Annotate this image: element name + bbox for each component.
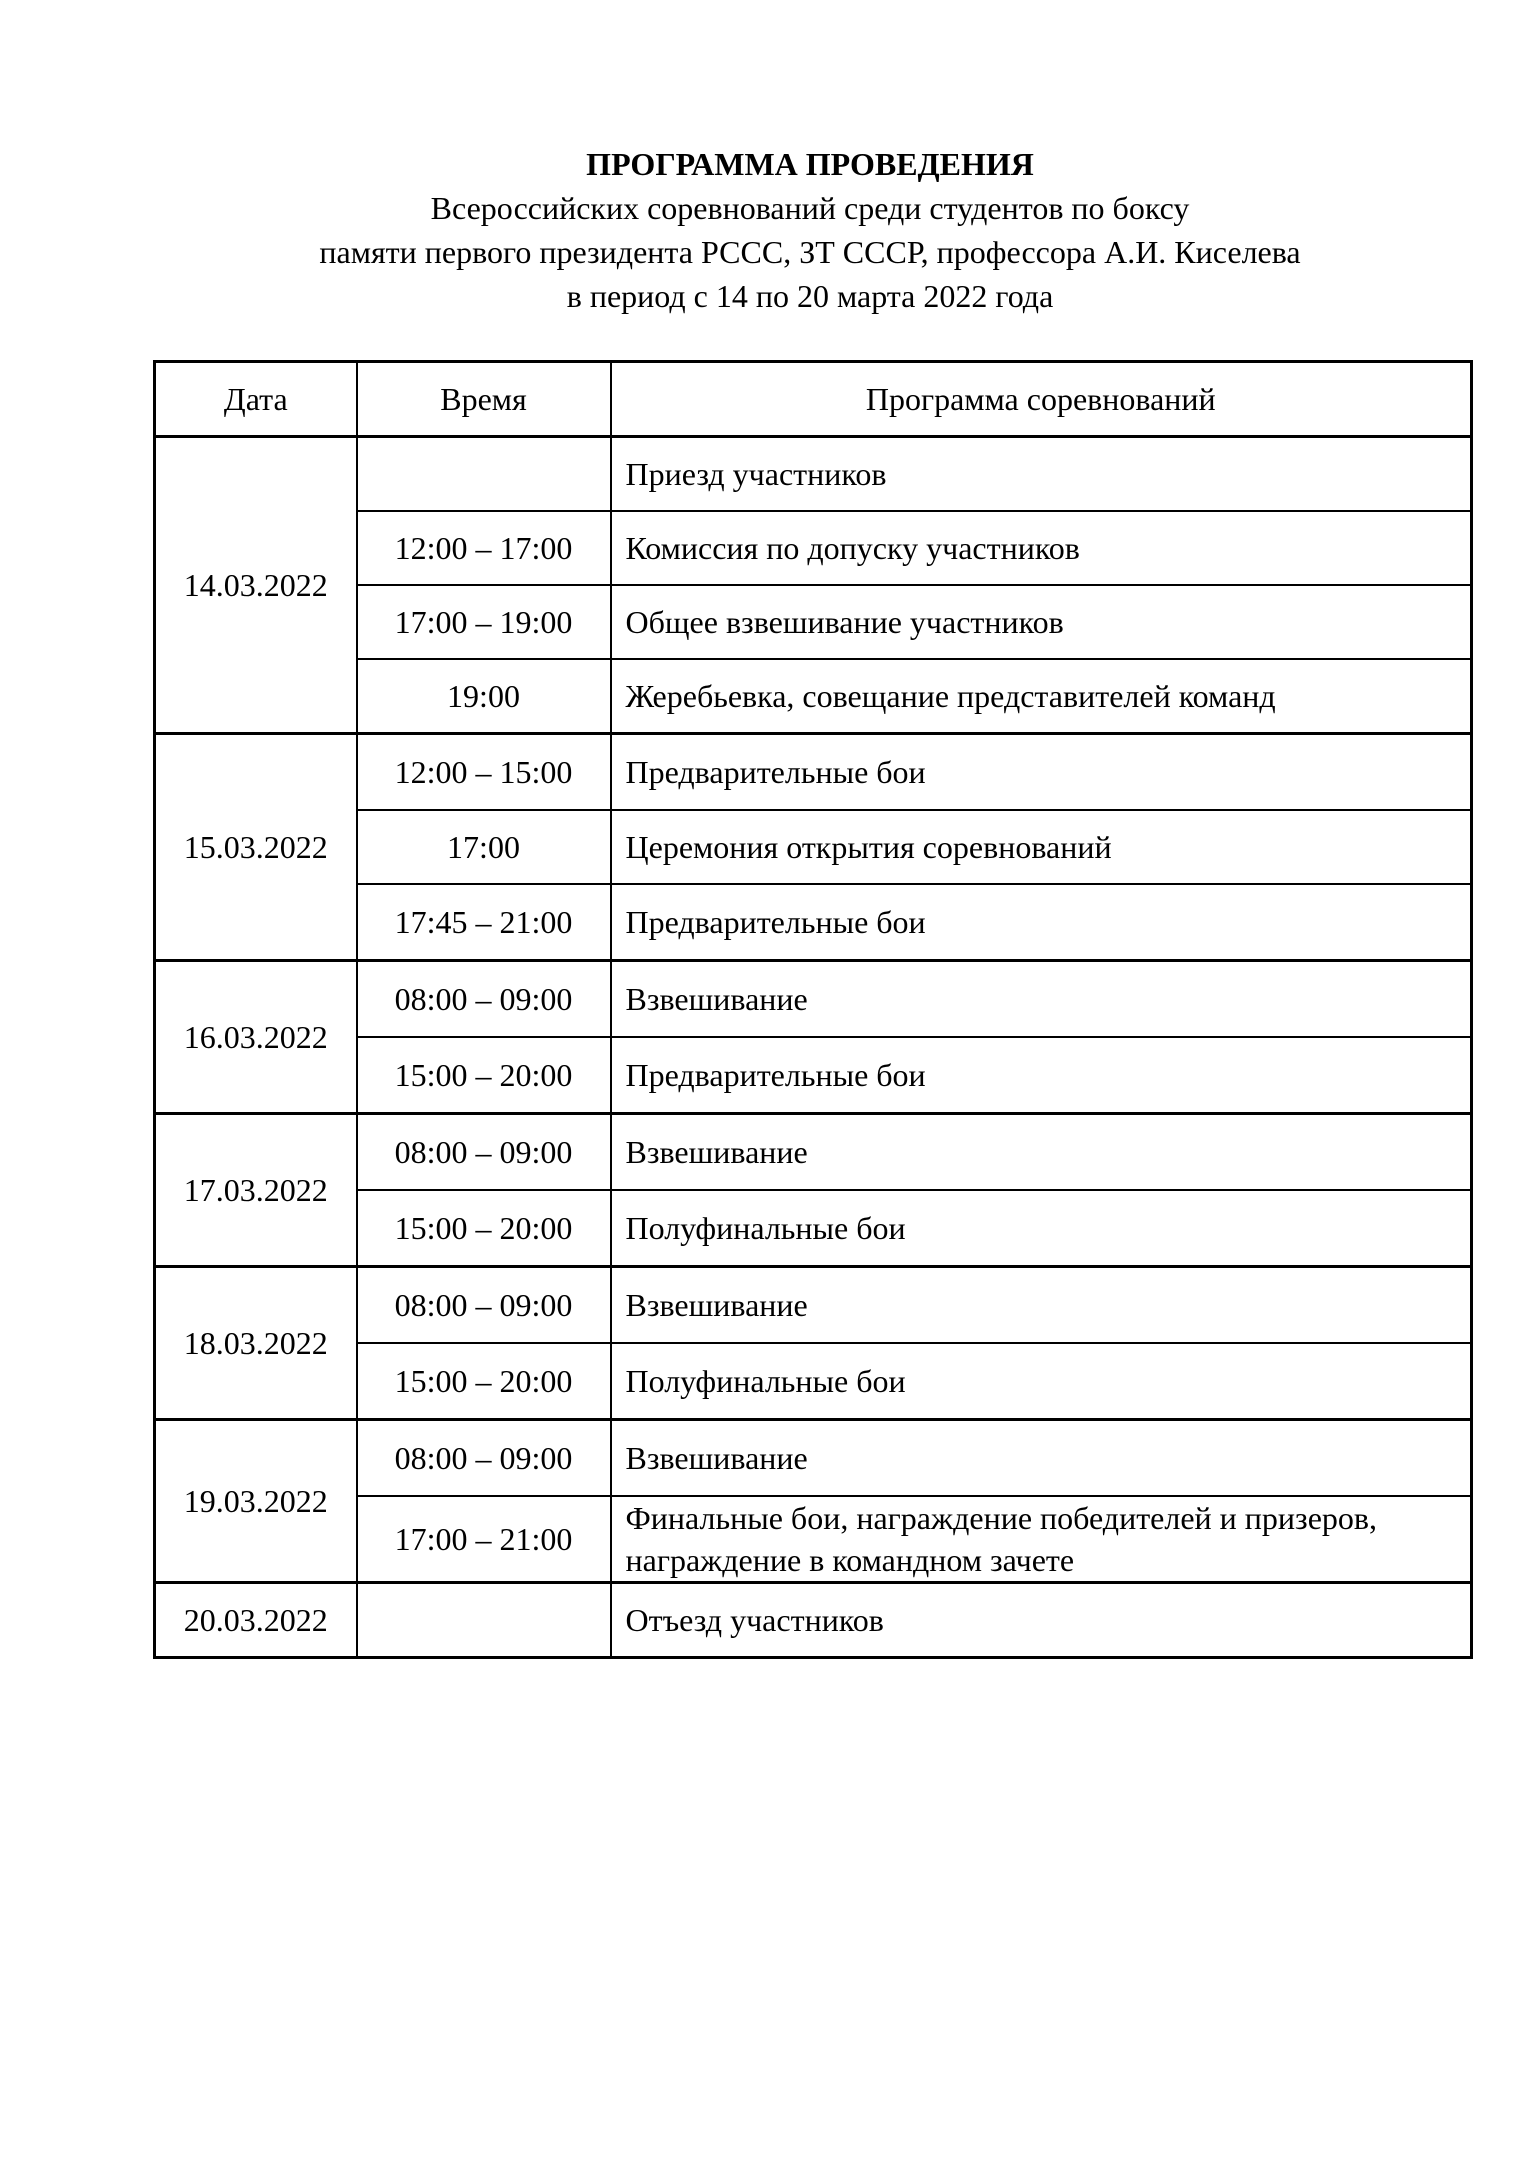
time-cell: 08:00 – 09:00 — [357, 1420, 611, 1497]
program-cell: Предварительные бои — [611, 1037, 1472, 1114]
table-header-row — [155, 362, 1472, 437]
date-cell: 17.03.2022 — [155, 1114, 357, 1267]
program-cell: Предварительные бои — [611, 884, 1472, 961]
time-cell: 17:45 – 21:00 — [357, 884, 611, 961]
program-cell: Взвешивание — [611, 1267, 1472, 1344]
date-cell: 19.03.2022 — [155, 1420, 357, 1583]
time-cell: 15:00 – 20:00 — [357, 1037, 611, 1114]
column-header-time: Время — [357, 362, 611, 437]
program-cell: Отъезд участников — [611, 1583, 1472, 1658]
time-cell: 12:00 – 15:00 — [357, 734, 611, 811]
document-title: ПРОГРАММА ПРОВЕДЕНИЯ — [586, 146, 1034, 182]
table-row — [155, 961, 1472, 1038]
program-cell: Взвешивание — [611, 961, 1472, 1038]
document-subtitle-line-3: в период с 14 по 20 марта 2022 года — [566, 278, 1054, 314]
time-cell — [357, 437, 611, 512]
schedule-table — [153, 360, 1473, 1659]
column-header-date: Дата — [155, 362, 357, 437]
time-cell — [357, 1583, 611, 1658]
time-cell: 17:00 – 19:00 — [357, 585, 611, 659]
schedule-body — [155, 437, 1472, 1658]
table-row — [155, 1267, 1472, 1344]
time-cell: 08:00 – 09:00 — [357, 1114, 611, 1191]
time-cell: 19:00 — [357, 659, 611, 734]
program-cell: Взвешивание — [611, 1420, 1472, 1497]
program-cell: Общее взвешивание участников — [611, 585, 1472, 659]
time-cell: 08:00 – 09:00 — [357, 961, 611, 1038]
program-cell: Комиссия по допуску участников — [611, 511, 1472, 585]
document-subtitle-line-1: Всероссийских соревнований среди студентов по боксу — [430, 190, 1190, 226]
date-cell: 14.03.2022 — [155, 437, 357, 734]
date-cell: 20.03.2022 — [155, 1583, 357, 1658]
date-cell: 15.03.2022 — [155, 734, 357, 961]
program-cell: Приезд участников — [611, 437, 1472, 512]
time-cell: 17:00 — [357, 810, 611, 884]
program-cell: Церемония открытия соревнований — [611, 810, 1472, 884]
time-cell: 15:00 – 20:00 — [357, 1190, 611, 1267]
table-row — [155, 1420, 1472, 1497]
time-cell: 12:00 – 17:00 — [357, 511, 611, 585]
table-row — [155, 734, 1472, 811]
table-row — [155, 1583, 1472, 1658]
program-cell: Взвешивание — [611, 1114, 1472, 1191]
program-cell: Предварительные бои — [611, 734, 1472, 811]
document-subtitle-line-2: памяти первого президента РССС, ЗТ СССР, профессора А.И. Киселева — [319, 234, 1301, 270]
column-header-program: Программа соревнований — [611, 362, 1472, 437]
time-cell: 15:00 – 20:00 — [357, 1343, 611, 1420]
program-cell: Финальные бои, награждение победителей и призеров, награждение в командном зачете — [611, 1496, 1472, 1583]
date-cell: 16.03.2022 — [155, 961, 357, 1114]
time-cell: 17:00 – 21:00 — [357, 1496, 611, 1583]
program-cell: Полуфинальные бои — [611, 1343, 1472, 1420]
program-cell: Полуфинальные бои — [611, 1190, 1472, 1267]
table-row — [155, 1114, 1472, 1191]
time-cell: 08:00 – 09:00 — [357, 1267, 611, 1344]
table-row — [155, 437, 1472, 512]
date-cell: 18.03.2022 — [155, 1267, 357, 1420]
document-header — [0, 142, 1527, 318]
program-cell: Жеребьевка, совещание представителей команд — [611, 659, 1472, 734]
